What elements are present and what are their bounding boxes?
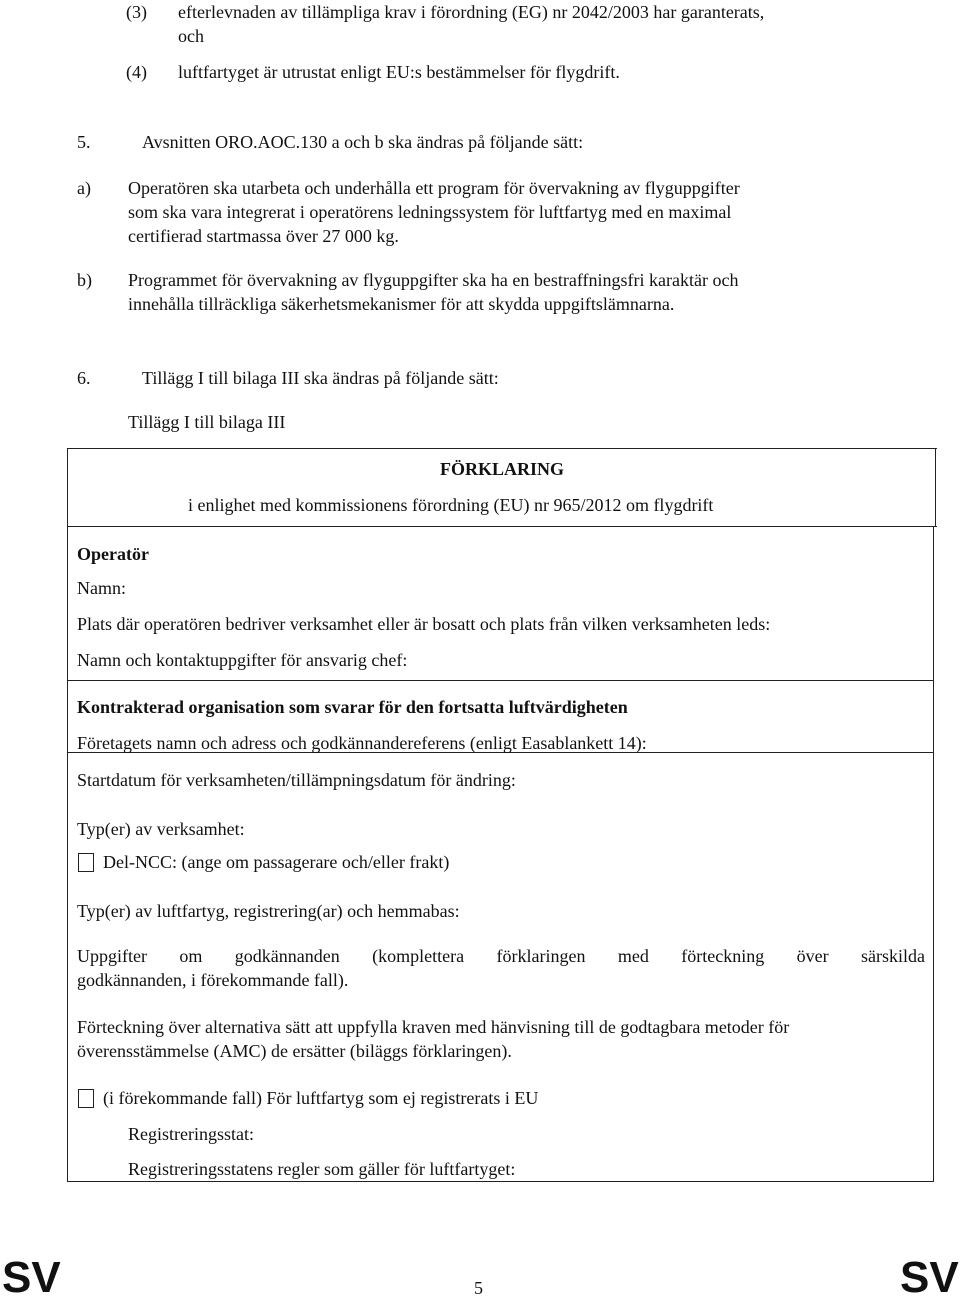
section-number: 5. xyxy=(77,132,91,152)
name-label: Namn: xyxy=(77,578,126,598)
contact-label: Namn och kontaktuppgifter för ansvarig chef: xyxy=(77,650,408,670)
del-ncc-label: Del-NCC: (ange om passagerare och/eller frakt) xyxy=(103,852,450,872)
list-text-line: efterlevnaden av tillämpliga krav i förordning (EG) nr 2042/2003 har garanterats, xyxy=(178,2,765,22)
start-date-label: Startdatum för verksamheten/tillämpningsdatum för ändring: xyxy=(77,770,516,790)
list-number: (3) xyxy=(126,2,147,22)
list-text-line: luftfartyget är utrustat enligt EU:s bestämmelser för flygdrift. xyxy=(178,62,620,82)
footer-language-right: SV xyxy=(900,1253,959,1302)
registration-rules-label: Registreringsstatens regler som gäller för luftfartyget: xyxy=(128,1159,516,1179)
approvals-line: Uppgifter om godkännanden (komplettera förklaringen med förteckning över särskilda xyxy=(77,946,925,966)
alternatives-line: Förteckning över alternativa sätt att uppfylla kraven med hänvisning till de godtagbara metoder för xyxy=(77,1017,790,1037)
appendix-subheading: Tillägg I till bilaga III xyxy=(128,412,286,432)
item-label-a: a) xyxy=(77,178,91,198)
section-number: 6. xyxy=(77,368,91,388)
approvals-text xyxy=(77,944,925,992)
item-b-line: Programmet för övervakning av flyguppgifter ska ha en bestraffningsfri karaktär och xyxy=(128,270,739,290)
alternatives-line: överensstämmelse (AMC) de ersätter (biläggs förklaringen). xyxy=(77,1041,512,1061)
non-eu-label: (i förekommande fall) För luftfartyg som ej registrerats i EU xyxy=(103,1088,539,1108)
item-label-b: b) xyxy=(77,270,92,290)
item-a-line: som ska vara integrerat i operatörens ledningssystem för luftfartyg med en maximal xyxy=(128,202,732,222)
operation-types-label: Typ(er) av verksamhet: xyxy=(77,819,245,839)
contracted-heading: Kontrakterad organisation som svarar för den fortsatta luftvärdigheten xyxy=(77,697,628,717)
form-title: FÖRKLARING xyxy=(439,459,564,479)
aircraft-types-label: Typ(er) av luftfartyg, registrering(ar) och hemmabas: xyxy=(77,901,460,921)
list-text-line: och xyxy=(178,26,204,46)
page-number: 5 xyxy=(474,1278,483,1298)
operator-heading: Operatör xyxy=(77,544,149,564)
registration-state-label: Registreringsstat: xyxy=(128,1124,254,1144)
form-subtitle: i enlighet med kommissionens förordning (EU) nr 965/2012 om flygdrift xyxy=(188,495,714,515)
approvals-line: godkännanden, i förekommande fall). xyxy=(77,970,349,990)
place-label: Plats där operatören bedriver verksamhet eller är bosatt och plats från vilken verksamheten leds: xyxy=(77,614,771,634)
title-box-bottom xyxy=(67,526,937,527)
section-heading: Tillägg I till bilaga III ska ändras på följande sätt: xyxy=(142,368,499,388)
item-a-line: Operatören ska utarbeta och underhålla ett program för övervakning av flyguppgifter xyxy=(128,178,740,198)
list-number: (4) xyxy=(126,62,147,82)
item-a-line: certifierad startmassa över 27 000 kg. xyxy=(128,226,399,246)
non-eu-checkbox[interactable] xyxy=(78,1089,94,1108)
company-label: Företagets namn och adress och godkännandereferens (enligt Easablankett 14): xyxy=(77,733,647,753)
del-ncc-checkbox[interactable] xyxy=(78,853,94,872)
section-heading: Avsnitten ORO.AOC.130 a och b ska ändras på följande sätt: xyxy=(142,132,584,152)
form-border-right xyxy=(933,526,934,1182)
item-b-line: innehålla tillräckliga säkerhetsmekanismer för att skydda uppgiftslämnarna. xyxy=(128,294,675,314)
form-border-bottom xyxy=(67,1181,934,1182)
form-border-top xyxy=(67,448,937,449)
form-border-left xyxy=(67,526,68,1182)
footer-language-left: SV xyxy=(2,1253,61,1302)
form-separator xyxy=(67,680,934,681)
